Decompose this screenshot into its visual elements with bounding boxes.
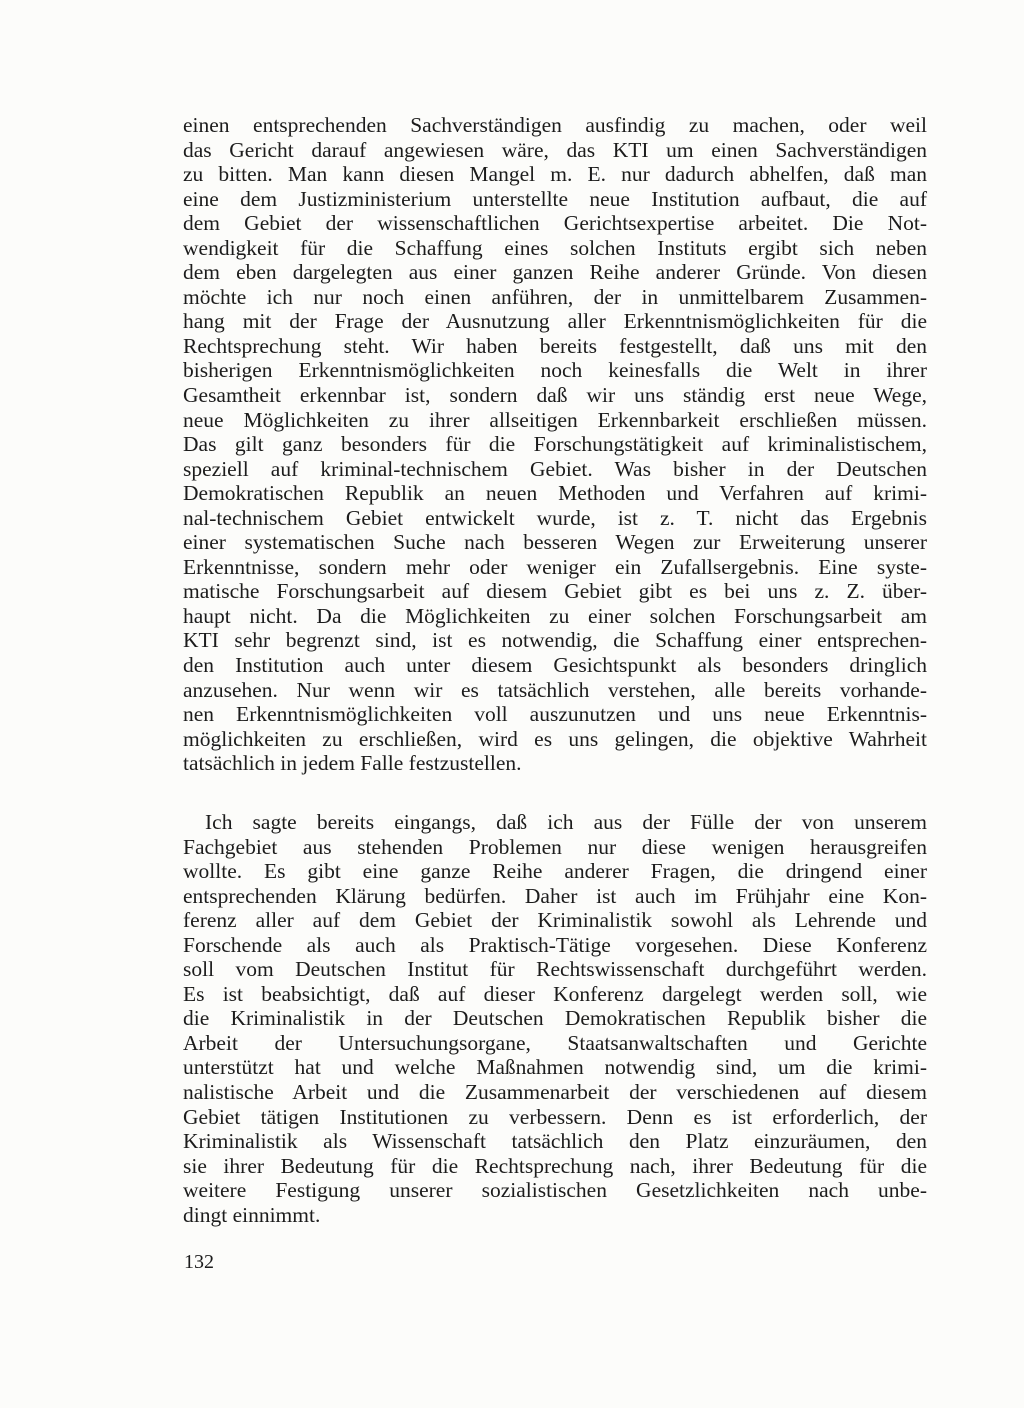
text-line: Es ist beabsichtigt, daß auf dieser Konferenz dargelegt werden soll, wie <box>183 981 927 1006</box>
text-line: Fachgebiet aus stehenden Problemen nur diese wenigen herausgreifen <box>183 834 927 859</box>
text-line: den Institution auch unter diesem Gesichtspunkt als besonders dringlich <box>183 653 927 678</box>
text-line: tatsächlich in jedem Falle festzustellen. <box>183 751 522 776</box>
text-line: Ich sagte bereits eingangs, daß ich aus der Fülle der von unserem <box>205 810 927 834</box>
text-line: das Gericht darauf angewiesen wäre, das KTI um einen Sachverständigen <box>183 137 927 162</box>
text-line: haupt nicht. Da die Möglichkeiten zu einer solchen Forschungsarbeit am <box>183 603 927 628</box>
text-line: eine dem Justizministerium unterstellte neue Institution aufbaut, die auf <box>183 186 927 211</box>
text-line: Forschende als auch als Praktisch-Tätige vorgesehen. Diese Konferenz <box>183 932 927 957</box>
text-line: speziell auf kriminal-technischem Gebiet. Was bisher in der Deutschen <box>183 456 927 481</box>
text-line: KTI sehr begrenzt sind, ist es notwendig, die Schaffung einer entsprechen- <box>183 628 927 653</box>
text-line: hang mit der Frage der Ausnutzung aller Erkenntnismöglichkeiten für die <box>183 309 927 334</box>
paragraph-2 <box>183 810 927 1227</box>
text-line: einer systematischen Suche nach besseren Wegen zur Erweiterung unserer <box>183 530 927 555</box>
text-line: Gesamtheit erkennbar ist, sondern daß wir uns ständig erst neue Wege, <box>183 383 927 408</box>
text-line: ferenz aller auf dem Gebiet der Kriminalistik sowohl als Lehrende und <box>183 908 927 933</box>
text-line: zu bitten. Man kann diesen Mangel m. E. nur dadurch abhelfen, daß man <box>183 162 927 187</box>
text-line: möchte ich nur noch einen anführen, der in unmittelbarem Zusammen- <box>183 284 927 309</box>
text-line: Das gilt ganz besonders für die Forschungstätigkeit auf kriminalistischem, <box>183 432 927 457</box>
paragraph-1 <box>183 113 927 776</box>
text-line: unterstützt hat und welche Maßnahmen notwendig sind, um die krimi- <box>183 1055 927 1080</box>
text-line: Demokratischen Republik an neuen Methoden und Verfahren auf krimi- <box>183 481 927 506</box>
text-line: dem Gebiet der wissenschaftlichen Gerichtsexpertise arbeitet. Die Not- <box>183 211 927 236</box>
text-line: bisherigen Erkenntnismöglichkeiten noch keinesfalls die Welt in ihrer <box>183 358 927 383</box>
text-line: neue Möglichkeiten zu ihrer allseitigen Erkennbarkeit erschließen müssen. <box>183 407 927 432</box>
text-line: die Kriminalistik in der Deutschen Demokratischen Republik bisher die <box>183 1006 927 1031</box>
text-line: weitere Festigung unserer sozialistischen Gesetzlichkeiten nach unbe- <box>183 1178 927 1203</box>
text-line: wollte. Es gibt eine ganze Reihe anderer Fragen, die dringend einer <box>183 859 927 884</box>
text-line: soll vom Deutschen Institut für Rechtswissenschaft durchgeführt werden. <box>183 957 927 982</box>
text-line: Gebiet tätigen Institutionen zu verbessern. Denn es ist erforderlich, der <box>183 1104 927 1129</box>
text-line: Erkenntnisse, sondern mehr oder weniger ein Zufallsergebnis. Eine syste- <box>183 554 927 579</box>
text-line: nalistische Arbeit und die Zusammenarbeit der verschiedenen auf diesem <box>183 1080 927 1105</box>
text-line: dingt einnimmt. <box>183 1202 321 1227</box>
text-line: sie ihrer Bedeutung für die Rechtsprechung nach, ihrer Bedeutung für die <box>183 1153 927 1178</box>
text-line: dem eben dargelegten aus einer ganzen Reihe anderer Gründe. Von diesen <box>183 260 927 285</box>
text-line: Kriminalistik als Wissenschaft tatsächlich den Platz einzuräumen, den <box>183 1129 927 1154</box>
page-number: 132 <box>184 1251 214 1273</box>
text-line: Arbeit der Untersuchungsorgane, Staatsanwaltschaften und Gerichte <box>183 1030 927 1055</box>
text-line: möglichkeiten zu erschließen, wird es uns gelingen, die objektive Wahrheit <box>183 726 927 751</box>
text-line: Rechtsprechung steht. Wir haben bereits festgestellt, daß uns mit den <box>183 333 927 358</box>
text-line: wendigkeit für die Schaffung eines solchen Instituts ergibt sich neben <box>183 235 927 260</box>
text-line: matische Forschungsarbeit auf diesem Gebiet gibt es bei uns z. Z. über- <box>183 579 927 604</box>
text-line: entsprechenden Klärung bedürfen. Daher ist auch im Frühjahr eine Kon- <box>183 883 927 908</box>
text-line: einen entsprechenden Sachverständigen ausfindig zu machen, oder weil <box>183 113 927 137</box>
text-line: anzusehen. Nur wenn wir es tatsächlich verstehen, alle bereits vorhande- <box>183 677 927 702</box>
text-line: nal-technischem Gebiet entwickelt wurde, ist z. T. nicht das Ergebnis <box>183 505 927 530</box>
text-line: nen Erkenntnismöglichkeiten voll auszunutzen und uns neue Erkenntnis- <box>183 702 927 727</box>
